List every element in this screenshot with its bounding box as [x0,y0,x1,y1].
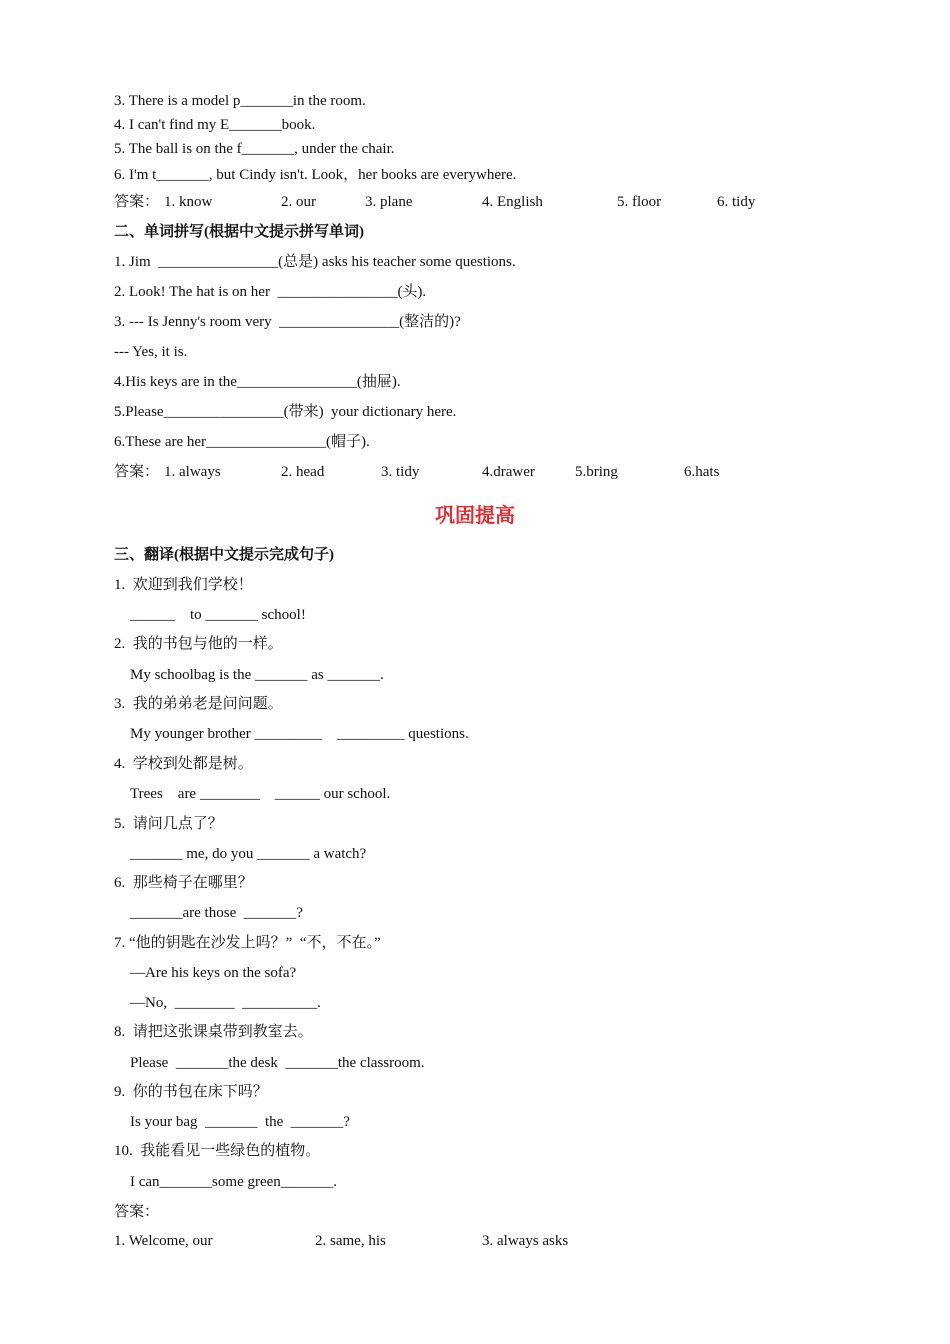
section-heading: 二、单词拼写(根据中文提示拼写单词) [114,224,364,240]
answer-item: 6.hats [684,464,720,480]
exercise-line: 5.Please________________(带来) your dictionary here. [114,404,457,420]
exercise-line: 6.These are her________________(帽子). [114,434,370,450]
answer-item: 6. tidy [717,194,756,210]
chinese-prompt: 3. 我的弟弟老是问问题。 [114,696,283,712]
english-line: _______ me, do you _______ a watch? [130,846,367,862]
answer-item: 5. floor [617,194,662,210]
chinese-prompt: 5. 请问几点了？ [114,816,223,832]
exercise-line: 3. There is a model p_______in the room. [114,93,366,109]
exercise-line: 6. I'm t_______, but Cindy isn't. Look，her books are everywhere. [114,167,517,183]
english-line: —Are his keys on the sofa? [130,965,297,981]
chinese-prompt: 4. 学校到处都是树。 [114,756,253,772]
answer-item: 3. always asks [482,1233,569,1249]
answer-item: 2. our [281,194,316,210]
answer-item: 3. tidy [381,464,420,480]
answer-item: 4.drawer [482,464,535,480]
answer-label: 答案： [114,1204,160,1220]
english-line: Please _______the desk _______the classroom. [130,1055,425,1071]
english-line: _______are those _______? [130,905,303,921]
chinese-prompt: 9. 你的书包在床下吗？ [114,1084,268,1100]
answer-label: 答案： [114,464,160,480]
chinese-prompt: 7. “他的钥匙在沙发上吗？” “不，不在。” [114,935,381,951]
exercise-line: 1. Jim ________________(总是) asks his teacher some questions. [114,254,516,270]
english-line: I can_______some green_______. [130,1174,338,1190]
section-heading: 三、翻译(根据中文提示完成句子) [114,547,334,563]
chinese-prompt: 1. 欢迎到我们学校！ [114,577,253,593]
english-line: My younger brother _________ _________ questions. [130,726,469,742]
chinese-prompt: 6. 那些椅子在哪里？ [114,875,253,891]
exercise-line: 4. I can't find my E_______book. [114,117,316,133]
answer-item: 2. same, his [315,1233,386,1249]
exercise-line: 4.His keys are in the________________(抽屉). [114,374,401,390]
english-line: —No, ________ __________. [130,995,321,1011]
english-line: My schoolbag is the _______ as _______. [130,667,384,683]
english-line: ______ to _______ school! [130,607,306,623]
answer-item: 1. always [164,464,221,480]
answer-item: 1. Welcome, our [114,1233,213,1249]
english-line: Is your bag _______ the _______? [130,1114,350,1130]
answer-item: 3. plane [365,194,413,210]
chinese-prompt: 8. 请把这张课桌带到教室去。 [114,1024,313,1040]
answer-item: 1. know [164,194,213,210]
answer-item: 2. head [281,464,325,480]
chinese-prompt: 2. 我的书包与他的一样。 [114,636,283,652]
chinese-prompt: 10. 我能看见一些绿色的植物。 [114,1143,321,1159]
exercise-line: --- Yes, it is. [114,344,188,360]
section-title: 巩固提高 [435,503,515,527]
answer-item: 5.bring [575,464,618,480]
english-line: Trees are ________ ______ our school. [130,786,391,802]
exercise-line: 3. --- Is Jenny's room very ________________(整洁的)? [114,314,461,330]
exercise-line: 5. The ball is on the f_______, under the chair. [114,141,395,157]
answer-item: 4. English [482,194,543,210]
exercise-line: 2. Look! The hat is on her ________________(头). [114,284,427,300]
answer-label: 答案： [114,194,160,210]
